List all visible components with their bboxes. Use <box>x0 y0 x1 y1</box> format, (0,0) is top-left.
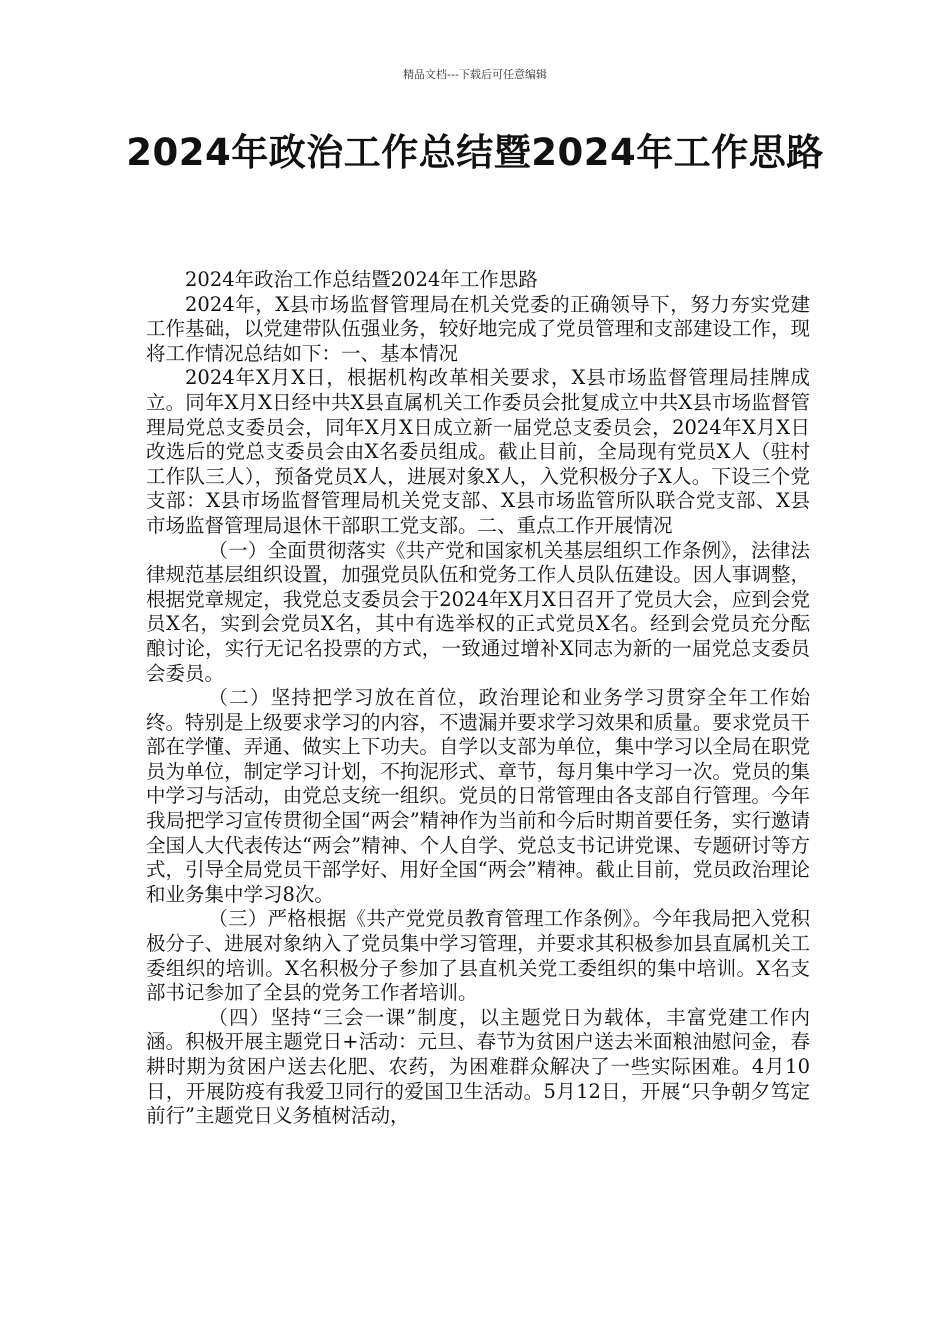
document-body <box>146 268 810 1129</box>
section-1-paragraph: （一）全面贯彻落实《共产党和国家机关基层组织工作条例》，法律法律规范基层组织设置，加强党员队伍和党务工作人员队伍建设。因人事调整，根据党章规定，我党总支委员会于2024年X月X日召开了党员大会，应到会党员X名，实到会党员X名，其中有选举权的正式党员X名。经到会党员充分酝酿讨论，实行无记名投票的方式，一致通过增补X同志为新的一届党总支委员会委员。 <box>146 538 810 685</box>
document-title: 2024年政治工作总结暨2024年工作思路 <box>126 131 824 174</box>
section-2-paragraph: （二）坚持把学习放在首位，政治理论和业务学习贯穿全年工作始终。特别是上级要求学习的内容，不遗漏并要求学习效果和质量。要求党员干部在学懂、弄通、做实上下功夫。自学以支部为单位，集中学习以全局在职党员为单位，制定学习计划，不拘泥形式、章节，每月集中学习一次。党员的集中学习与活动，由党总支统一组织。党员的日常管理由各支部自行管理。今年我局把学习宣传贯彻全国“两会”精神作为当前和今后时期首要任务，实行邀请全国人大代表传达“两会”精神、个人自学、党总支书记讲党课、专题研讨等方式，引导全局党员干部学好、用好全国“两会”精神。截止目前，党员政治理论和业务集中学习8次。 <box>146 686 810 906</box>
basic-situation-paragraph: 2024年X月X日，根据机构改革相关要求，X县市场监督管理局挂牌成立。同年X月X日经中共X县直属机关工作委员会批复成立中共X县市场监督管理局党总支委员会，同年X月X日成立新一届党总支委员会，2024年X月X日改选后的党总支委员会由X名委员组成。截止目前，全局现有党员X人（驻村工作队三人），预备党员X人，进展对象X人，入党积极分子X人。下设三个党支部：X县市场监督管理局机关党支部、X县市场监管所队联合党支部、X县市场监督管理局退休干部职工党支部。二、重点工作开展情况 <box>146 366 810 537</box>
document-header-note: 精品文档---下载后可任意编辑 <box>403 68 547 81</box>
section-4-paragraph: （四）坚持“三会一课”制度，以主题党日为载体，丰富党建工作内涵。积极开展主题党日+活动：元旦、春节为贫困户送去米面粮油慰问金，春耕时期为贫困户送去化肥、农药，为困难群众解决了一些实际困难。4月10日，开展防疫有我爱卫同行的爱国卫生活动。5月12日，开展“只争朝夕笃定前行”主题党日义务植树活动， <box>146 1005 810 1128</box>
section-3-paragraph: （三）严格根据《共产党党员教育管理工作条例》。今年我局把入党积极分子、进展对象纳入了党员集中学习管理，并要求其积极参加县直属机关工委组织的培训。X名积极分子参加了县直机关党工委组织的集中培训。X名支部书记参加了全县的党务工作者培训。 <box>146 907 810 1005</box>
intro-paragraph: 2024年，X县市场监督管理局在机关党委的正确领导下，努力夯实党建工作基础，以党建带队伍强业务，较好地完成了党员管理和支部建设工作，现将工作情况总结如下：一、基本情况 <box>146 292 810 365</box>
subtitle-paragraph: 2024年政治工作总结暨2024年工作思路 <box>185 268 538 291</box>
